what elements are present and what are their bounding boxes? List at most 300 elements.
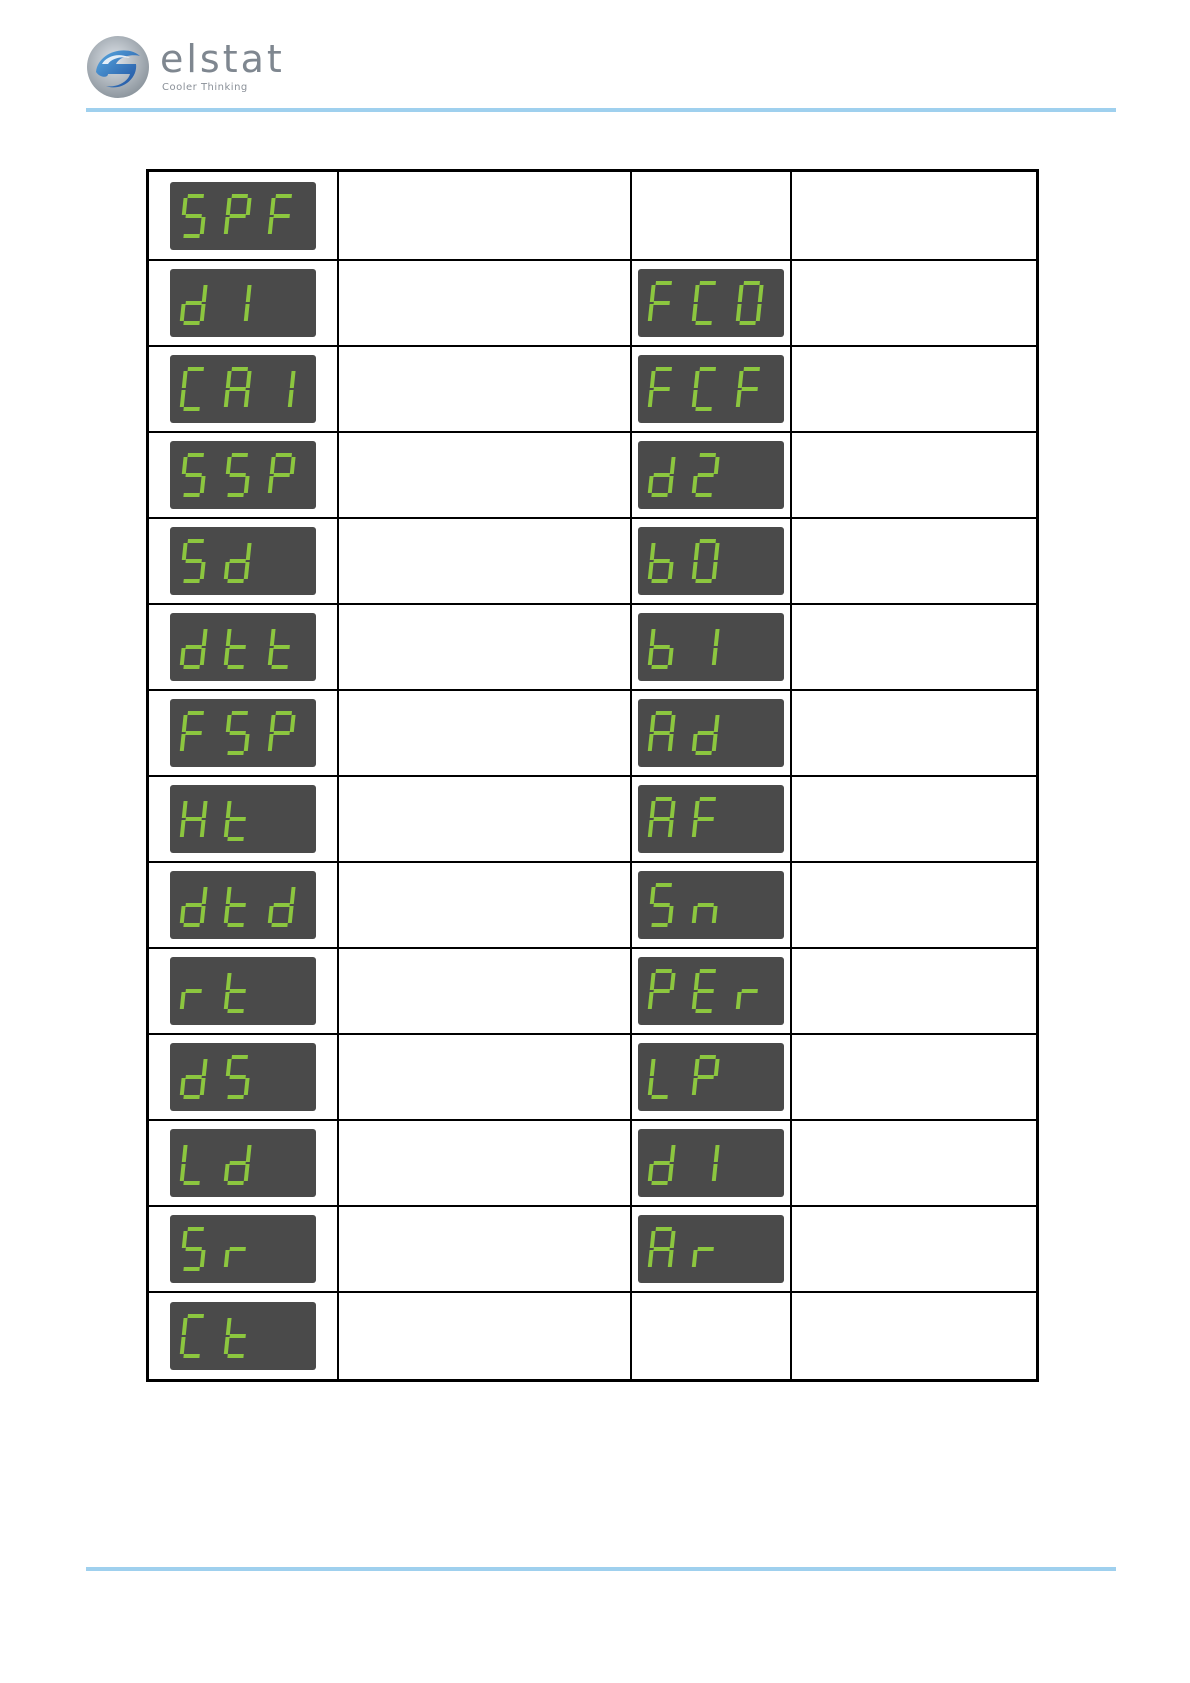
lcd-segment — [232, 367, 248, 371]
lcd-segment — [650, 1231, 656, 1248]
lcd-segment — [226, 457, 232, 474]
lcd-segment — [226, 801, 232, 818]
lcd-segment — [270, 198, 276, 215]
lcd-segment — [712, 906, 718, 923]
lcd-segment — [227, 837, 243, 841]
seven-segment-glyphs — [170, 527, 316, 595]
lcd-segment — [185, 1075, 201, 1079]
lcd-segment — [668, 648, 674, 665]
lcd-segment — [183, 1181, 199, 1185]
table-cell — [632, 777, 792, 863]
lcd-segment — [271, 923, 287, 927]
lcd-segment — [648, 992, 654, 1009]
seven-segment-glyphs — [638, 269, 784, 337]
lcd-segment — [226, 887, 232, 904]
table-cell — [632, 863, 792, 949]
lcd-segment — [653, 903, 669, 907]
lcd-segment — [670, 801, 676, 818]
seven-segment-glyphs — [638, 613, 784, 681]
lcd-segment — [714, 1059, 720, 1076]
lcd-segment — [268, 734, 274, 751]
lcd-segment — [650, 887, 656, 904]
lcd-segment — [180, 1337, 186, 1354]
table-cell — [632, 172, 792, 261]
seven-segment-glyphs — [638, 699, 784, 767]
lcd-segment — [182, 1145, 188, 1162]
lcd-segment — [227, 1354, 243, 1358]
table-cell — [149, 347, 339, 433]
lcd-segment — [180, 992, 186, 1009]
lcd-segment — [229, 817, 245, 821]
seven-segment-glyphs — [638, 527, 784, 595]
lcd-segment — [736, 304, 742, 321]
lcd-segment — [712, 562, 718, 579]
lcd-segment — [700, 539, 716, 543]
lcd-segment — [273, 214, 289, 218]
lcd-segment — [202, 887, 208, 904]
seven-segment-glyphs — [170, 871, 316, 939]
lcd-segment — [712, 1164, 718, 1181]
lcd-segment — [668, 734, 674, 751]
lcd-segment — [188, 1314, 204, 1318]
lcd-segment — [229, 989, 245, 993]
table-cell — [339, 777, 632, 863]
lcd-segment — [244, 390, 250, 407]
lcd-segment — [648, 734, 654, 751]
lcd-segment — [185, 559, 201, 563]
lcd-segment — [670, 1231, 676, 1248]
lcd-code-display — [638, 785, 784, 853]
lcd-segment — [180, 820, 186, 837]
lcd-segment — [180, 390, 186, 407]
lcd-segment — [188, 711, 204, 715]
table-cell — [632, 1207, 792, 1293]
table-cell — [149, 261, 339, 347]
seven-segment-glyphs — [638, 1043, 784, 1111]
lcd-segment — [288, 906, 294, 923]
seven-segment-glyphs — [170, 699, 316, 767]
table-cell — [339, 172, 632, 261]
lcd-segment — [270, 457, 276, 474]
table-cell — [339, 347, 632, 433]
lcd-segment — [200, 648, 206, 665]
lcd-segment — [185, 1247, 201, 1251]
lcd-segment — [650, 543, 656, 560]
lcd-code-display — [170, 1043, 316, 1111]
lcd-code-display — [638, 613, 784, 681]
lcd-segment — [185, 473, 201, 477]
lcd-segment — [202, 1059, 208, 1076]
lcd-segment — [246, 371, 252, 388]
table-cell — [149, 1035, 339, 1121]
lcd-segment — [739, 321, 755, 325]
lcd-code-display — [638, 1043, 784, 1111]
lcd-segment — [188, 1227, 204, 1231]
lcd-segment — [648, 648, 654, 665]
lcd-segment — [656, 883, 672, 887]
lcd-segment — [290, 371, 296, 388]
lcd-code-display — [638, 957, 784, 1025]
table-cell — [792, 519, 1036, 605]
lcd-segment — [183, 1267, 199, 1271]
lcd-segment — [694, 973, 700, 990]
table-cell — [792, 1293, 1036, 1379]
lcd-code-display — [638, 1215, 784, 1283]
lcd-segment — [656, 711, 672, 715]
brand-name: elstat — [160, 37, 285, 81]
lcd-segment — [182, 1231, 188, 1248]
table-cell — [792, 949, 1036, 1035]
lcd-segment — [180, 1078, 186, 1095]
lcd-segment — [653, 1247, 669, 1251]
lcd-segment — [697, 473, 713, 477]
lcd-segment — [692, 906, 698, 923]
lcd-segment — [246, 1145, 252, 1162]
table-cell — [632, 605, 792, 691]
lcd-segment — [188, 194, 204, 198]
lcd-segment — [224, 820, 230, 837]
table-cell — [632, 949, 792, 1035]
lcd-segment — [273, 731, 289, 735]
lcd-segment — [697, 731, 713, 735]
lcd-segment — [182, 371, 188, 388]
seven-segment-glyphs — [170, 1215, 316, 1283]
lcd-segment — [180, 648, 186, 665]
lcd-segment — [224, 906, 230, 923]
lcd-segment — [226, 1059, 232, 1076]
lcd-code-display — [638, 441, 784, 509]
table-cell — [339, 1207, 632, 1293]
lcd-segment — [268, 217, 274, 234]
lcd-segment — [697, 1247, 713, 1251]
lcd-segment — [244, 304, 250, 321]
lcd-segment — [183, 407, 199, 411]
lcd-segment — [271, 665, 287, 669]
lcd-segment — [648, 390, 654, 407]
lcd-segment — [648, 476, 654, 493]
lcd-segment — [276, 453, 292, 457]
lcd-segment — [695, 579, 711, 583]
table-cell — [339, 949, 632, 1035]
table-cell — [792, 863, 1036, 949]
lcd-segment — [668, 820, 674, 837]
seven-segment-glyphs — [170, 1302, 316, 1370]
lcd-code-display — [638, 1129, 784, 1197]
lcd-segment — [188, 367, 204, 371]
table-cell — [792, 347, 1036, 433]
lcd-segment — [653, 473, 669, 477]
table-cell — [632, 1035, 792, 1121]
table-cell — [792, 1035, 1036, 1121]
lcd-segment — [182, 1318, 188, 1335]
table-cell — [792, 605, 1036, 691]
lcd-segment — [653, 301, 669, 305]
lcd-segment — [244, 1164, 250, 1181]
lcd-segment — [183, 234, 199, 238]
lcd-segment — [668, 1250, 674, 1267]
lcd-segment — [226, 371, 232, 388]
lcd-segment — [697, 1075, 713, 1079]
lcd-segment — [244, 734, 250, 751]
lcd-segment — [697, 817, 713, 821]
seven-segment-glyphs — [638, 1129, 784, 1197]
lcd-segment — [188, 539, 204, 543]
lcd-segment — [692, 1078, 698, 1095]
lcd-code-display — [638, 527, 784, 595]
seven-segment-glyphs — [170, 957, 316, 1025]
lcd-segment — [694, 543, 700, 560]
seven-segment-glyphs — [170, 441, 316, 509]
lcd-segment — [276, 194, 292, 198]
lcd-segment — [185, 989, 201, 993]
table-cell — [792, 1121, 1036, 1207]
lcd-segment — [202, 629, 208, 646]
lcd-segment — [714, 543, 720, 560]
lcd-segment — [226, 973, 232, 990]
lcd-segment — [695, 321, 711, 325]
lcd-segment — [692, 390, 698, 407]
seven-segment-glyphs — [170, 1043, 316, 1111]
lcd-segment — [232, 453, 248, 457]
lcd-segment — [756, 304, 762, 321]
lcd-segment — [700, 969, 716, 973]
lcd-segment — [697, 989, 713, 993]
lcd-segment — [244, 476, 250, 493]
lcd-segment — [226, 1318, 232, 1335]
table-cell — [149, 172, 339, 261]
table-cell — [792, 691, 1036, 777]
lcd-segment — [694, 801, 700, 818]
lcd-segment — [648, 820, 654, 837]
table-cell — [339, 863, 632, 949]
lcd-segment — [185, 301, 201, 305]
lcd-segment — [185, 214, 201, 218]
table-cell — [339, 1035, 632, 1121]
lcd-segment — [651, 665, 667, 669]
lcd-segment — [697, 903, 713, 907]
lcd-segment — [670, 1145, 676, 1162]
lcd-segment — [183, 665, 199, 669]
lcd-segment — [182, 801, 188, 818]
lcd-segment — [232, 194, 248, 198]
lcd-segment — [712, 734, 718, 751]
lcd-code-display — [638, 699, 784, 767]
lcd-segment — [200, 1250, 206, 1267]
lcd-segment — [183, 321, 199, 325]
lcd-segment — [185, 903, 201, 907]
lcd-segment — [224, 217, 230, 234]
lcd-segment — [227, 1009, 243, 1013]
lcd-segment — [650, 1059, 656, 1076]
table-cell — [792, 261, 1036, 347]
lcd-segment — [290, 715, 296, 732]
lcd-segment — [692, 476, 698, 493]
table-cell — [149, 1293, 339, 1379]
lcd-segment — [736, 992, 742, 1009]
lcd-segment — [700, 797, 716, 801]
lcd-segment — [182, 543, 188, 560]
lcd-segment — [246, 543, 252, 560]
lcd-segment — [185, 645, 201, 649]
lcd-segment — [227, 751, 243, 755]
page-header — [0, 0, 1190, 120]
lcd-segment — [226, 198, 232, 215]
lcd-segment — [273, 903, 289, 907]
lcd-segment — [246, 198, 252, 215]
lcd-segment — [651, 923, 667, 927]
lcd-segment — [224, 992, 230, 1009]
lcd-segment — [232, 711, 248, 715]
table-cell — [149, 863, 339, 949]
seven-segment-glyphs — [638, 957, 784, 1025]
lcd-code-display — [170, 441, 316, 509]
lcd-segment — [694, 371, 700, 388]
lcd-segment — [200, 820, 206, 837]
lcd-segment — [200, 304, 206, 321]
lcd-segment — [229, 731, 245, 735]
lcd-segment — [712, 648, 718, 665]
lcd-segment — [224, 562, 230, 579]
seven-segment-glyphs — [638, 871, 784, 939]
footer-divider — [86, 1567, 1116, 1571]
lcd-segment — [268, 906, 274, 923]
lcd-segment — [180, 906, 186, 923]
lcd-segment — [182, 198, 188, 215]
lcd-segment — [290, 887, 296, 904]
lcd-segment — [744, 281, 760, 285]
lcd-segment — [650, 371, 656, 388]
lcd-segment — [692, 820, 698, 837]
lcd-segment — [227, 1181, 243, 1185]
lcd-segment — [180, 1164, 186, 1181]
lcd-segment — [692, 1250, 698, 1267]
lcd-segment — [714, 715, 720, 732]
lcd-segment — [270, 715, 276, 732]
lcd-segment — [273, 473, 289, 477]
lcd-segment — [692, 992, 698, 1009]
lcd-segment — [670, 715, 676, 732]
lcd-segment — [183, 923, 199, 927]
lcd-segment — [268, 476, 274, 493]
lcd-segment — [692, 734, 698, 751]
lcd-segment — [232, 1055, 248, 1059]
lcd-segment — [182, 715, 188, 732]
lcd-segment — [694, 1059, 700, 1076]
lcd-segment — [200, 562, 206, 579]
lcd-segment — [668, 562, 674, 579]
lcd-segment — [648, 1164, 654, 1181]
lcd-segment — [653, 387, 669, 391]
table-cell — [149, 605, 339, 691]
lcd-segment — [651, 579, 667, 583]
parameter-codes-table — [146, 169, 1039, 1382]
lcd-segment — [229, 559, 245, 563]
lcd-segment — [668, 476, 674, 493]
lcd-segment — [229, 387, 245, 391]
lcd-segment — [273, 645, 289, 649]
lcd-segment — [227, 923, 243, 927]
lcd-segment — [224, 1164, 230, 1181]
seven-segment-glyphs — [638, 1215, 784, 1283]
table-cell — [149, 1121, 339, 1207]
lcd-segment — [700, 1055, 716, 1059]
lcd-code-display — [170, 957, 316, 1025]
lcd-segment — [695, 751, 711, 755]
table-cell — [632, 1121, 792, 1207]
lcd-code-display — [170, 1129, 316, 1197]
lcd-segment — [650, 629, 656, 646]
lcd-segment — [224, 1250, 230, 1267]
lcd-segment — [224, 1337, 230, 1354]
lcd-segment — [714, 457, 720, 474]
lcd-segment — [656, 367, 672, 371]
lcd-segment — [648, 1078, 654, 1095]
lcd-segment — [180, 304, 186, 321]
table-cell — [149, 433, 339, 519]
table-cell — [339, 691, 632, 777]
lcd-segment — [276, 711, 292, 715]
lcd-segment — [650, 973, 656, 990]
seven-segment-glyphs — [170, 355, 316, 423]
lcd-segment — [670, 973, 676, 990]
lcd-segment — [653, 989, 669, 993]
lcd-segment — [656, 1227, 672, 1231]
lcd-segment — [200, 906, 206, 923]
seven-segment-glyphs — [638, 355, 784, 423]
table-cell — [632, 433, 792, 519]
lcd-segment — [668, 1164, 674, 1181]
table-cell — [339, 605, 632, 691]
lcd-segment — [700, 281, 716, 285]
table-cell — [149, 691, 339, 777]
lcd-segment — [244, 562, 250, 579]
lcd-segment — [653, 645, 669, 649]
seven-segment-glyphs — [638, 785, 784, 853]
seven-segment-glyphs — [170, 182, 316, 250]
lcd-segment — [694, 285, 700, 302]
lcd-segment — [183, 1354, 199, 1358]
lcd-code-display — [170, 613, 316, 681]
lcd-segment — [288, 390, 294, 407]
brand-tagline: Cooler Thinking — [162, 82, 248, 93]
lcd-segment — [226, 715, 232, 732]
lcd-segment — [695, 1009, 711, 1013]
lcd-segment — [229, 473, 245, 477]
lcd-segment — [180, 734, 186, 751]
lcd-segment — [653, 731, 669, 735]
lcd-segment — [700, 367, 716, 371]
lcd-code-display — [170, 269, 316, 337]
lcd-segment — [200, 217, 206, 234]
lcd-segment — [244, 1078, 250, 1095]
lcd-segment — [229, 1334, 245, 1338]
seven-segment-glyphs — [170, 1129, 316, 1197]
lcd-segment — [653, 817, 669, 821]
lcd-segment — [183, 1095, 199, 1099]
lcd-segment — [670, 457, 676, 474]
lcd-segment — [183, 493, 199, 497]
lcd-segment — [185, 731, 201, 735]
lcd-segment — [227, 579, 243, 583]
lcd-segment — [268, 648, 274, 665]
lcd-segment — [656, 281, 672, 285]
header-divider — [86, 108, 1116, 112]
lcd-segment — [270, 629, 276, 646]
lcd-code-display — [170, 1215, 316, 1283]
lcd-segment — [648, 1250, 654, 1267]
lcd-segment — [741, 387, 757, 391]
seven-segment-glyphs — [170, 613, 316, 681]
